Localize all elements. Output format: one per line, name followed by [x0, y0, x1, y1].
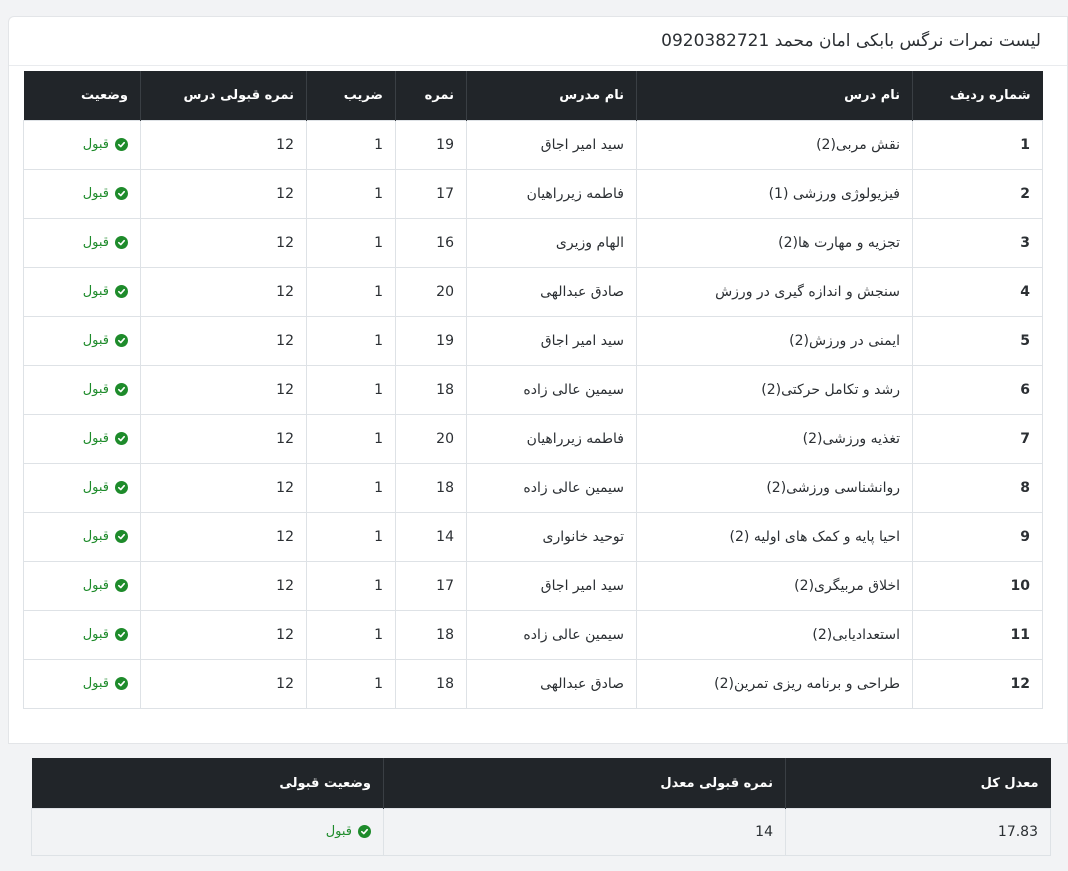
- pass-grade-cell: 12: [141, 611, 307, 660]
- status-label: قبول: [82, 333, 109, 348]
- col-header-pass-gpa: نمره قبولی معدل: [384, 758, 786, 809]
- col-header-pass-grade: نمره قبولی درس: [141, 71, 307, 121]
- status-badge: [83, 382, 128, 397]
- pass-grade-cell: 12: [141, 170, 307, 219]
- pass-gpa-value: 14: [384, 809, 786, 856]
- status-cell: [24, 170, 141, 219]
- teacher-name-cell: سید امیر اجاق: [467, 562, 637, 611]
- card-header: [9, 17, 1067, 66]
- status-cell: [24, 513, 141, 562]
- col-header-coefficient: ضریب: [307, 71, 396, 121]
- grade-cell: 17: [396, 170, 467, 219]
- status-badge: [83, 186, 128, 201]
- status-label: قبول: [82, 578, 109, 593]
- status-cell: [24, 562, 141, 611]
- pass-grade-cell: 12: [141, 415, 307, 464]
- course-name-cell: اخلاق مربیگری(2): [637, 562, 913, 611]
- gpa-value: 17.83: [786, 809, 1051, 856]
- col-header-gpa: معدل کل: [786, 758, 1051, 809]
- coefficient-cell: 1: [307, 121, 396, 170]
- col-header-course: نام درس: [637, 71, 913, 121]
- coefficient-cell: 1: [307, 170, 396, 219]
- status-badge: [83, 627, 128, 642]
- pass-grade-cell: 12: [141, 513, 307, 562]
- check-circle-icon: [115, 236, 128, 249]
- course-name-cell: تجزیه و مهارت ها(2): [637, 219, 913, 268]
- status-label: قبول: [82, 676, 109, 691]
- status-badge: [83, 333, 128, 348]
- status-cell: [24, 268, 141, 317]
- status-label: قبول: [82, 480, 109, 495]
- pass-status-cell: [32, 809, 384, 856]
- table-row: [24, 317, 1043, 366]
- summary-row: [32, 809, 1051, 856]
- status-label: قبول: [82, 431, 109, 446]
- pass-grade-cell: 12: [141, 562, 307, 611]
- course-name-cell: احیا پایه و کمک های اولیه (2): [637, 513, 913, 562]
- teacher-name-cell: صادق عبدالهی: [467, 268, 637, 317]
- status-badge: [83, 284, 128, 299]
- pass-grade-cell: 12: [141, 121, 307, 170]
- coefficient-cell: 1: [307, 317, 396, 366]
- status-badge: [83, 529, 128, 544]
- pass-grade-cell: 12: [141, 268, 307, 317]
- col-header-row-number: شماره ردیف: [913, 71, 1043, 121]
- status-badge: [83, 480, 128, 495]
- grade-cell: 17: [396, 562, 467, 611]
- status-label: قبول: [82, 235, 109, 250]
- status-label: قبول: [82, 529, 109, 544]
- status-label: قبول: [82, 382, 109, 397]
- col-header-pass-status: وضعیت قبولی: [32, 758, 384, 809]
- course-name-cell: نقش مربی(2): [637, 121, 913, 170]
- check-circle-icon: [115, 383, 128, 396]
- table-row: [24, 660, 1043, 709]
- grades-header-row: [24, 71, 1043, 121]
- status-cell: [24, 121, 141, 170]
- table-row: [24, 562, 1043, 611]
- row-number-cell: 12: [913, 660, 1043, 709]
- check-circle-icon: [115, 285, 128, 298]
- col-header-grade: نمره: [396, 71, 467, 121]
- check-circle-icon: [115, 579, 128, 592]
- course-name-cell: طراحی و برنامه ریزی تمرین(2): [637, 660, 913, 709]
- coefficient-cell: 1: [307, 415, 396, 464]
- status-cell: [24, 660, 141, 709]
- row-number-cell: 5: [913, 317, 1043, 366]
- teacher-name-cell: فاطمه زیرراهیان: [467, 170, 637, 219]
- table-row: [24, 170, 1043, 219]
- pass-grade-cell: 12: [141, 464, 307, 513]
- check-circle-icon: [115, 677, 128, 690]
- teacher-name-cell: سید امیر اجاق: [467, 121, 637, 170]
- status-badge: [83, 431, 128, 446]
- table-row: [24, 513, 1043, 562]
- course-name-cell: تغذیه ورزشی(2): [637, 415, 913, 464]
- coefficient-cell: 1: [307, 660, 396, 709]
- table-row: [24, 121, 1043, 170]
- table-row: [24, 611, 1043, 660]
- coefficient-cell: 1: [307, 611, 396, 660]
- pass-grade-cell: 12: [141, 219, 307, 268]
- row-number-cell: 6: [913, 366, 1043, 415]
- status-label: قبول: [325, 824, 352, 839]
- teacher-name-cell: سیمین عالی زاده: [467, 611, 637, 660]
- table-row: [24, 219, 1043, 268]
- pass-grade-cell: 12: [141, 660, 307, 709]
- status-cell: [24, 611, 141, 660]
- grade-cell: 20: [396, 415, 467, 464]
- row-number-cell: 8: [913, 464, 1043, 513]
- grade-cell: 18: [396, 611, 467, 660]
- check-circle-icon: [115, 334, 128, 347]
- status-cell: [24, 366, 141, 415]
- grade-cell: 16: [396, 219, 467, 268]
- grades-table-container: [23, 71, 1042, 709]
- summary-table: [31, 758, 1051, 856]
- coefficient-cell: 1: [307, 268, 396, 317]
- row-number-cell: 1: [913, 121, 1043, 170]
- row-number-cell: 11: [913, 611, 1043, 660]
- grades-table: [23, 71, 1043, 709]
- status-label: قبول: [82, 627, 109, 642]
- grade-cell: 18: [396, 660, 467, 709]
- check-circle-icon: [358, 825, 371, 838]
- teacher-name-cell: سیمین عالی زاده: [467, 464, 637, 513]
- teacher-name-cell: صادق عبدالهی: [467, 660, 637, 709]
- grade-cell: 19: [396, 317, 467, 366]
- grade-cell: 19: [396, 121, 467, 170]
- grade-cell: 14: [396, 513, 467, 562]
- grade-cell: 18: [396, 464, 467, 513]
- row-number-cell: 9: [913, 513, 1043, 562]
- course-name-cell: استعدادیابی(2): [637, 611, 913, 660]
- table-row: [24, 415, 1043, 464]
- check-circle-icon: [115, 530, 128, 543]
- teacher-name-cell: الهام وزیری: [467, 219, 637, 268]
- check-circle-icon: [115, 628, 128, 641]
- teacher-name-cell: سید امیر اجاق: [467, 317, 637, 366]
- col-header-status: وضعیت: [24, 71, 141, 121]
- status-badge: [326, 824, 371, 839]
- coefficient-cell: 1: [307, 366, 396, 415]
- status-label: قبول: [82, 284, 109, 299]
- status-badge: [83, 137, 128, 152]
- page-title: لیست نمرات نرگس بابکی امان محمد 0920382721: [661, 31, 1041, 51]
- check-circle-icon: [115, 138, 128, 151]
- summary-table-container: [31, 758, 1050, 856]
- check-circle-icon: [115, 187, 128, 200]
- grade-cell: 18: [396, 366, 467, 415]
- teacher-name-cell: سیمین عالی زاده: [467, 366, 637, 415]
- status-label: قبول: [82, 137, 109, 152]
- table-row: [24, 464, 1043, 513]
- row-number-cell: 4: [913, 268, 1043, 317]
- row-number-cell: 2: [913, 170, 1043, 219]
- status-badge: [83, 578, 128, 593]
- status-cell: [24, 317, 141, 366]
- check-circle-icon: [115, 481, 128, 494]
- course-name-cell: روانشناسی ورزشی(2): [637, 464, 913, 513]
- teacher-name-cell: فاطمه زیرراهیان: [467, 415, 637, 464]
- course-name-cell: ایمنی در ورزش(2): [637, 317, 913, 366]
- status-label: قبول: [82, 186, 109, 201]
- course-name-cell: رشد و تکامل حرکتی(2): [637, 366, 913, 415]
- pass-grade-cell: 12: [141, 317, 307, 366]
- coefficient-cell: 1: [307, 562, 396, 611]
- course-name-cell: فیزیولوژی ورزشی (1): [637, 170, 913, 219]
- coefficient-cell: 1: [307, 464, 396, 513]
- summary-header-row: [32, 758, 1051, 809]
- course-name-cell: سنجش و اندازه گیری در ورزش: [637, 268, 913, 317]
- status-cell: [24, 415, 141, 464]
- table-row: [24, 268, 1043, 317]
- row-number-cell: 7: [913, 415, 1043, 464]
- status-cell: [24, 464, 141, 513]
- coefficient-cell: 1: [307, 513, 396, 562]
- coefficient-cell: 1: [307, 219, 396, 268]
- pass-grade-cell: 12: [141, 366, 307, 415]
- status-badge: [83, 676, 128, 691]
- row-number-cell: 3: [913, 219, 1043, 268]
- row-number-cell: 10: [913, 562, 1043, 611]
- grade-cell: 20: [396, 268, 467, 317]
- teacher-name-cell: توحید خانواری: [467, 513, 637, 562]
- status-badge: [83, 235, 128, 250]
- status-cell: [24, 219, 141, 268]
- col-header-teacher: نام مدرس: [467, 71, 637, 121]
- grades-body: [24, 121, 1043, 709]
- table-row: [24, 366, 1043, 415]
- check-circle-icon: [115, 432, 128, 445]
